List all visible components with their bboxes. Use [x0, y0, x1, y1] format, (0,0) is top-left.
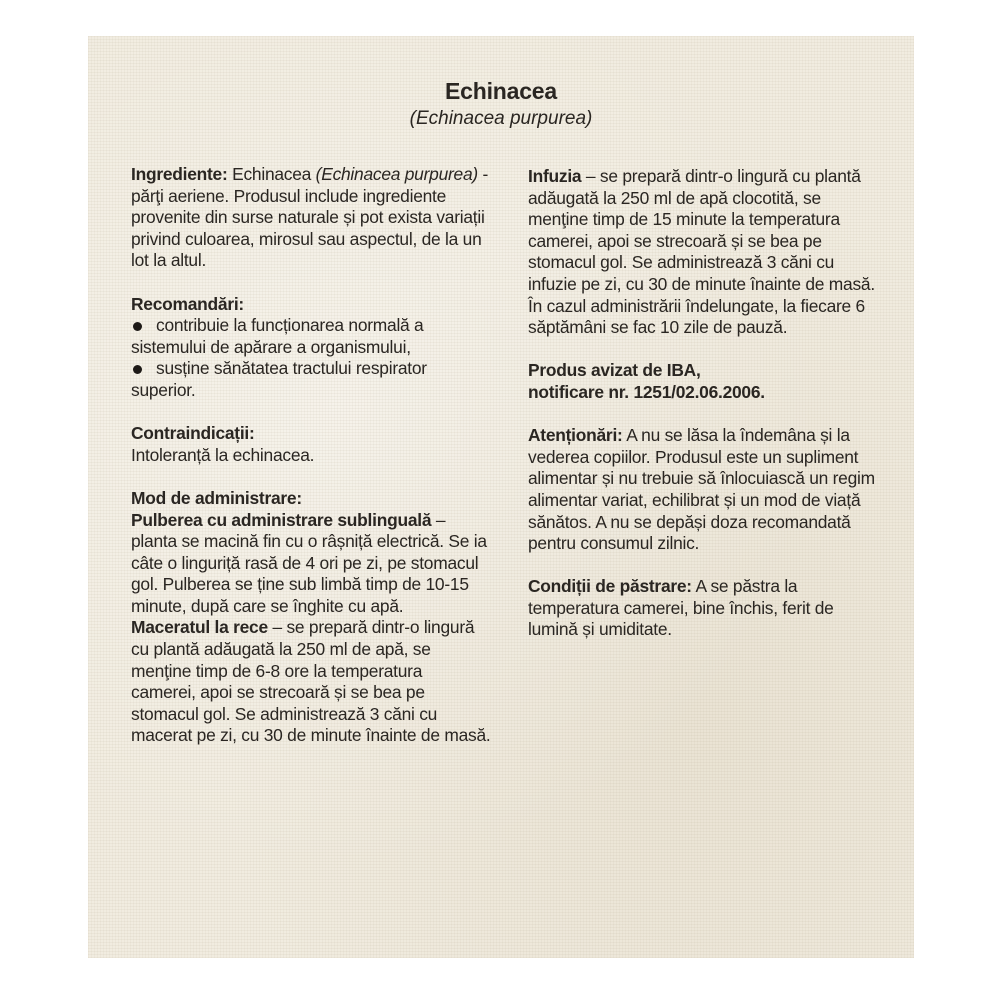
administration-heading: Mod de administrare: — [131, 487, 302, 508]
powder-heading: Pulberea cu administrare sublinguală — [131, 509, 432, 530]
recommendation-item — [131, 315, 491, 358]
ingredients-text-end: - părţi aeriene. Produsul include ingrediente provenite din surse naturale și pot exista variații privind culoarea, mirosul sau aspectul, de la un lot la altul. — [131, 164, 489, 271]
recommendation-item — [131, 358, 491, 401]
ingredients-latin: (Echinacea purpurea) — [315, 164, 478, 184]
product-title: Echinacea — [445, 78, 557, 104]
approval-line-1: Produs avizat de IBA, — [528, 360, 701, 381]
warnings-text: A nu se lăsa la îndemâna și la vederea copiilor. Produsul este un supliment alimentar și nu trebuie să înlocuiască un regim alimentar variat, echilibrat și un mod de viață sănătos. A nu se depăși doza recomandată pentru consumul zilnic. — [528, 425, 875, 554]
recommendation-text: susține sănătatea tractului respirator superior. — [131, 358, 427, 400]
ingredients-text-start: Echinacea — [227, 164, 316, 184]
infusion-text: – se prepară dintr-o lingură cu plantă adăugată la 250 ml de apă clocotită, se menţine timp de 15 minute la temperatura camerei, apoi se strecoară și se bea pe stomacul gol. Se administrează 3 căni cu infuzie pe zi, cu 30 de minute înainte de masă. — [528, 166, 875, 294]
cold-maceration-text: – se prepară dintr-o lingură cu plantă adăugată la 250 ml de apă, se menţine timp de 6-8 ore la temperatura camerei, apoi se strecoară și se bea pe stomacul gol. Se administrează 3 căni cu macerat pe zi, cu 30 de minute înainte de masă. — [131, 617, 491, 746]
powder-text: – planta se macină fin cu o râșniță electrică. Se ia câte o linguriță rasă de 4 ori pe zi, pe stomacul gol. Pulberea se ține sub limbă timp de 10-15 minute, după care se înghite cu apă. — [131, 509, 487, 616]
left-column — [131, 164, 491, 747]
recommendation-text: contribuie la funcționarea normală a sistemului de apărare a organismului, — [131, 315, 424, 357]
cold-maceration-heading: Maceratul la rece — [131, 617, 268, 638]
product-label — [88, 36, 914, 958]
bullet-icon — [133, 322, 142, 331]
product-latin-name: (Echinacea purpurea) — [409, 108, 593, 129]
contraindications-text: Intoleranță la echinacea. — [131, 444, 315, 465]
ingredients-heading: Ingrediente: — [131, 164, 228, 184]
powder-section — [131, 510, 491, 618]
recommendations-heading: Recomandări: — [131, 293, 244, 314]
bullet-icon — [133, 365, 142, 374]
warnings-heading: Atenționări: — [528, 425, 623, 446]
storage-heading: Condiții de păstrare: — [528, 576, 692, 597]
approval-line-2: notificare nr. 1251/02.06.2006. — [528, 381, 765, 402]
ingredients-section — [131, 164, 491, 272]
infusion-heading: Infuzia — [528, 166, 582, 186]
cold-maceration-section — [131, 617, 491, 747]
storage-text: A se păstra la temperatura camerei, bine închis, ferit de lumină și umiditate. — [528, 576, 834, 640]
contraindications-heading: Contraindicații: — [131, 423, 255, 444]
long-term-text: În cazul administrării îndelungate, la fiecare 6 săptămâni se fac 10 zile de pauză. — [528, 295, 865, 338]
